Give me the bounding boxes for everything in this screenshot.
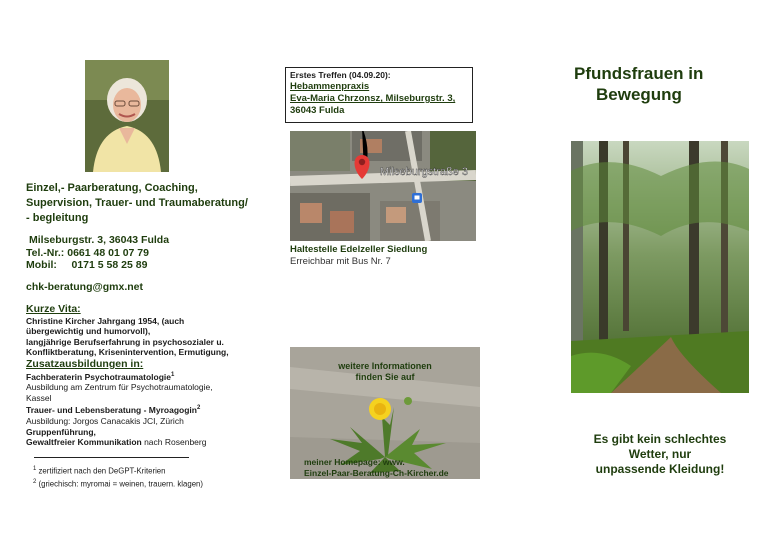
footnote-divider [34, 457, 189, 458]
training-detail: Kassel [26, 392, 52, 403]
info-caption: weitere Informationen finden Sie auf [338, 361, 432, 382]
service-line: - begleitung [26, 212, 89, 224]
vita-line: übergewichtig und humorvoll), [26, 326, 151, 337]
training-item: Trauer- und Lebensberatung - Myroagogin$^2$ [26, 405, 201, 416]
portrait-photo [85, 60, 169, 172]
footnote: $^1$ zertifiziert nach den DeGPT-Kriterien [33, 466, 166, 476]
email-link[interactable]: chk-beratung@gmx.net [26, 280, 144, 293]
vita-line: Konfliktberatung, Kriseninterventi​on, Ermutigung, [26, 347, 229, 358]
mobile-label: Mobil: [26, 259, 57, 271]
address: Milseburgstr. 3, 36043 Fulda [29, 234, 170, 246]
training-heading: Zusatzausbildungen in: [26, 357, 144, 370]
training-item: Fachberaterin Psychotraumatologie$^1$ [26, 371, 175, 382]
bus-line: Erreichbar mit Bus Nr. 7 [290, 256, 391, 267]
footnotes [33, 464, 263, 490]
meeting-address: Eva-Maria Chrzonsz, Milseburgstr. 3, [290, 93, 456, 104]
service-line: Supervision, Trauer- und Traumaberatung/ [26, 197, 248, 209]
meeting-city: 36043 Fulda [290, 105, 345, 116]
mobile-row [26, 259, 266, 272]
meeting-place: Hebammenpraxis [290, 81, 370, 92]
bus-stop: Haltestelle Edelzeller Siedlung [290, 244, 428, 255]
training-list [26, 370, 266, 448]
training-detail: Ausbildung am Zentrum für Psychotraumatologie, [26, 382, 213, 393]
vita-line: langjährige Berufserfahrung in psychosozialer u. [26, 336, 224, 347]
dandelion-photo [290, 347, 480, 479]
location-map[interactable] [290, 131, 476, 241]
bus-info [290, 244, 490, 268]
forest-path-photo [571, 141, 749, 393]
services-list [26, 181, 266, 226]
footnote: $^2$ (griechisch: myromai = weinen, trauern. klagen) [33, 479, 203, 489]
meeting-date: Erstes Treffen (04.09.20): [290, 70, 391, 80]
phone-label: Tel.-Nr.: [26, 246, 65, 259]
slogan: Es gibt kein schlechtes Wetter, nur unpassende Kleidung! [593, 432, 727, 476]
training-detail: Ausbildung: Jorgos Canacakis JCI, Zürich [26, 415, 184, 426]
mobile-number[interactable]: 0171 5 58 25 89 [71, 259, 148, 271]
training-item: Gewaltfreier Kommunikation nach Rosenberg [26, 437, 207, 448]
homepage-caption[interactable]: meiner Homepage: www. Einzel-Paar-Beratung-Ch-Kircher.de [304, 457, 449, 478]
map-street-label: Milseburgstraße 3 [380, 166, 469, 178]
training-item: Gruppenführung, [26, 426, 96, 437]
meeting-info-box [285, 67, 473, 123]
service-line: Einzel,- Paarberatung, Coaching, [26, 182, 198, 194]
vita-line: Christine Kircher Jahrgang 1954, (auch [26, 315, 185, 326]
page-title: Pfundsfrauen in Bewegung [574, 64, 704, 104]
vita-heading: Kurze Vita: [26, 302, 81, 315]
contact-block [26, 234, 266, 272]
vita-text [26, 316, 266, 358]
phone-number[interactable]: 0661 48 01 07 79 [67, 246, 149, 259]
phone-row [26, 247, 266, 260]
left-column [26, 181, 266, 448]
